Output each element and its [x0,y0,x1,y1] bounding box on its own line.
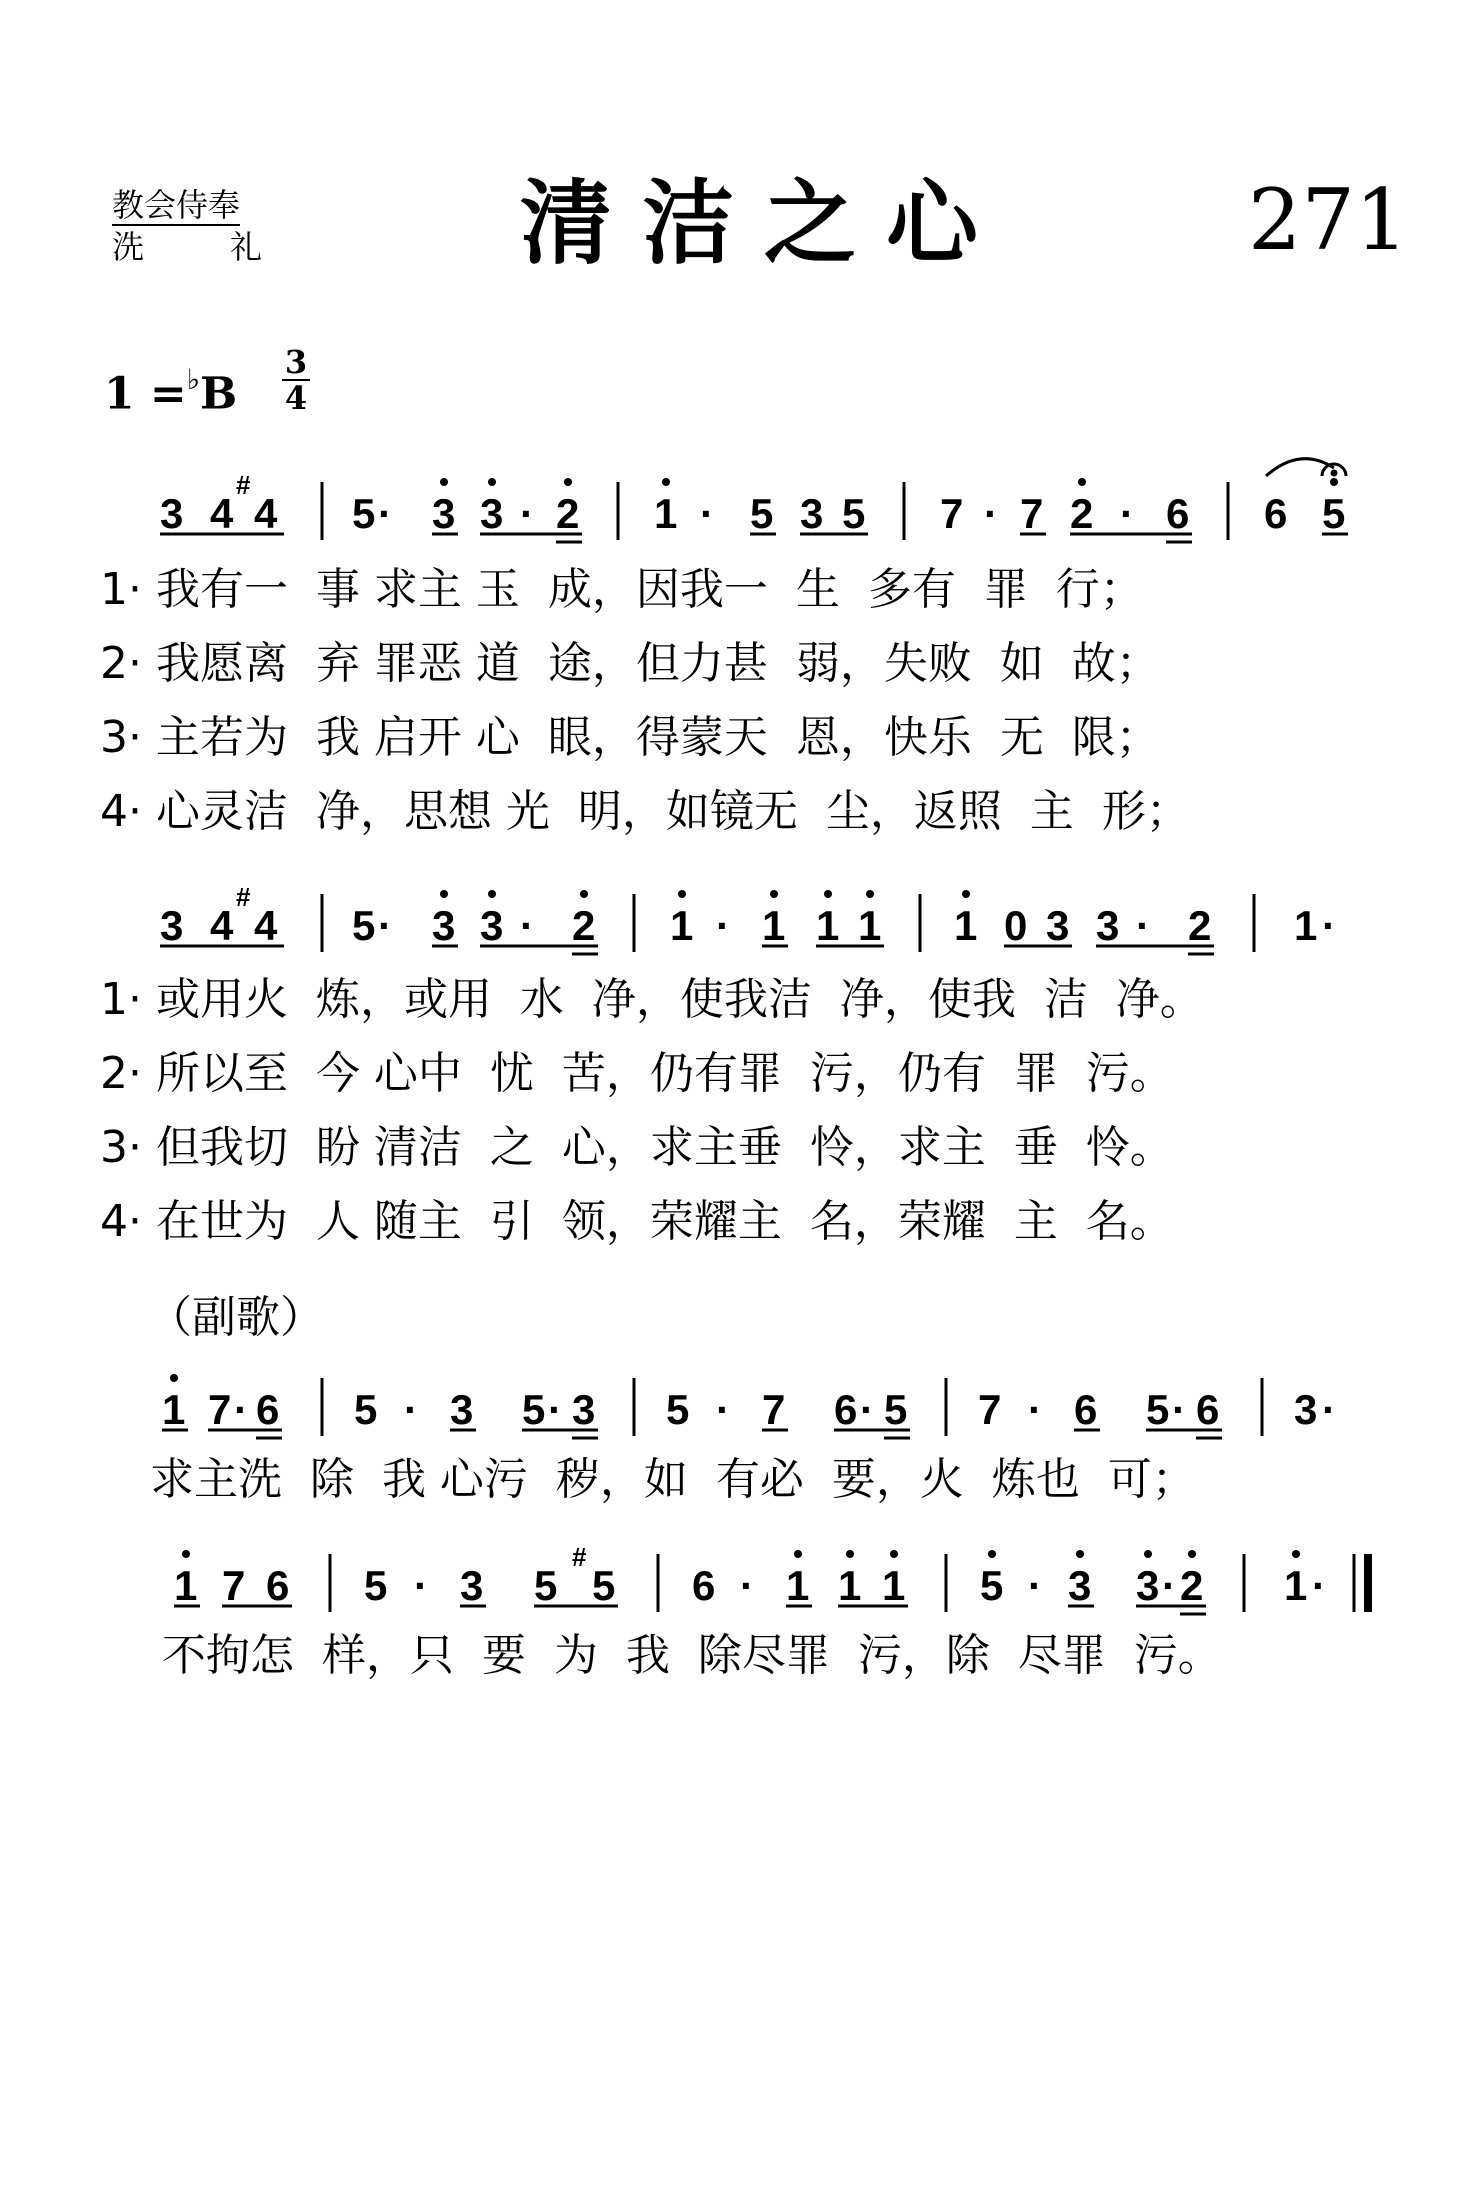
svg-text:6: 6 [834,1386,858,1433]
svg-text:·: · [860,1386,874,1433]
svg-text:·: · [1028,1562,1042,1609]
svg-text:·: · [1162,1562,1176,1609]
svg-text:6: 6 [256,1386,280,1433]
svg-text:1: 1 [654,490,678,537]
svg-text:1: 1 [954,902,978,949]
hymn-number: 271 [1248,171,1409,269]
chorus-lyric-line-1: 求主洗 除 我 心污 秽，如 有必 要，火 炼也 可； [150,1454,1196,1505]
svg-text:5: 5 [666,1386,690,1433]
chorus-lyric-line-2: 不拘怎 样，只 要 为 我 除尽罪 污，除 尽罪 污。 [162,1630,1222,1681]
svg-text:·: · [414,1562,428,1609]
svg-text:6: 6 [1074,1386,1098,1433]
svg-text:3: 3 [432,490,456,537]
notation-svg-chorus-1 [0,1364,1477,1444]
time-signature [284,345,308,415]
svg-text:5: 5 [884,1386,908,1433]
notation-chorus-1 [0,1364,1477,1444]
key-note: B [200,368,238,420]
svg-text:3: 3 [572,1386,596,1433]
svg-text:·: · [716,902,730,949]
svg-text:6: 6 [1264,490,1288,537]
notation-chorus-2 [0,1540,1477,1620]
svg-text:·: · [1120,490,1134,537]
svg-text:1: 1 [174,1562,198,1609]
svg-text:·: · [520,902,534,949]
svg-text:·: · [548,1386,562,1433]
svg-text:1: 1 [858,902,882,949]
svg-text:·: · [378,902,392,949]
subcategory-right: 礼 [229,228,262,266]
notation-line-2 [0,880,1477,960]
svg-text:2: 2 [1188,902,1212,949]
svg-text:1: 1 [1294,902,1318,949]
svg-text:#: # [236,470,251,500]
notation-line-1 [0,468,1477,548]
svg-text:4: 4 [254,902,278,949]
svg-text:·: · [984,490,998,537]
lyric-line: 3· 但我切 盼 清洁 之 心，求主垂 怜，求主 垂 怜。 [100,1122,1174,1173]
svg-text:7: 7 [978,1386,1002,1433]
time-numerator: 3 [284,343,308,381]
svg-text:5: 5 [1146,1386,1170,1433]
svg-text:1: 1 [1284,1562,1308,1609]
lyric-line: 2· 所以至 今 心中 忧 苦，仍有罪 污，仍有 罪 污。 [100,1048,1174,1099]
svg-text:5: 5 [750,490,774,537]
svg-text:3: 3 [480,902,504,949]
verse-block-1 [100,562,1190,840]
key-signature [104,354,237,425]
svg-text:·: · [740,1562,754,1609]
svg-text:1: 1 [762,902,786,949]
svg-text:5: 5 [534,1562,558,1609]
verse-block-2 [100,972,1204,1250]
svg-text:5: 5 [352,902,376,949]
svg-text:4: 4 [210,490,234,537]
svg-text:5: 5 [522,1386,546,1433]
svg-text:3: 3 [450,1386,474,1433]
svg-text:3: 3 [800,490,824,537]
lyric-line: 3· 主若为 我 启开 心 眼，得蒙天 恩，快乐 无 限； [100,712,1160,763]
svg-text:2: 2 [572,902,596,949]
svg-text:1: 1 [786,1562,810,1609]
svg-text:1: 1 [816,902,840,949]
svg-text:·: · [700,490,714,537]
category-label: 教会侍奉 [112,186,241,224]
svg-text:·: · [404,1386,418,1433]
svg-text:5: 5 [364,1562,388,1609]
svg-text:2: 2 [1070,490,1094,537]
svg-text:7: 7 [208,1386,232,1433]
svg-text:2: 2 [556,490,580,537]
svg-text:5: 5 [980,1562,1004,1609]
svg-text:#: # [572,1542,587,1572]
time-denominator: 4 [284,379,308,417]
lyric-line: 1· 我有一 事 求主 玉 成，因我一 生 多有 罪 行； [100,564,1144,615]
svg-text:1: 1 [882,1562,906,1609]
svg-text:·: · [234,1386,248,1433]
svg-text:3: 3 [1096,902,1120,949]
svg-text:3: 3 [1294,1386,1318,1433]
chorus-label: （副歌） [148,1292,324,1343]
notation-svg-2 [0,880,1477,960]
svg-text:3: 3 [460,1562,484,1609]
svg-text:3: 3 [160,902,184,949]
svg-text:5: 5 [1322,490,1346,537]
svg-text:7: 7 [1020,490,1044,537]
svg-text:·: · [520,490,534,537]
svg-text:5: 5 [354,1386,378,1433]
svg-text:7: 7 [222,1562,246,1609]
svg-text:5: 5 [352,490,376,537]
svg-text:3: 3 [160,490,184,537]
svg-text:3: 3 [1046,902,1070,949]
svg-text:3: 3 [432,902,456,949]
svg-text:·: · [1322,902,1336,949]
svg-text:#: # [236,882,251,912]
lyric-line: 4· 心灵洁 净，思想 光 明，如镜无 尘，返照 主 形； [100,786,1190,837]
svg-text:4: 4 [254,490,278,537]
svg-text:6: 6 [1166,490,1190,537]
svg-text:6: 6 [692,1562,716,1609]
svg-text:3: 3 [1136,1562,1160,1609]
svg-text:7: 7 [940,490,964,537]
svg-text:·: · [716,1386,730,1433]
svg-text:·: · [1312,1562,1326,1609]
svg-text:6: 6 [266,1562,290,1609]
svg-text:5: 5 [842,490,866,537]
svg-text:6: 6 [1196,1386,1220,1433]
lyric-line: 4· 在世为 人 随主 引 领，荣耀主 名，荣耀 主 名。 [100,1196,1174,1247]
svg-text:·: · [1172,1386,1186,1433]
svg-text:3: 3 [480,490,504,537]
svg-text:5: 5 [592,1562,616,1609]
svg-text:1: 1 [838,1562,862,1609]
svg-text:4: 4 [210,902,234,949]
svg-text:2: 2 [1180,1562,1204,1609]
svg-text:7: 7 [762,1386,786,1433]
subcategory-label [112,228,262,266]
lyric-line: 1· 或用火 炼，或用 水 净，使我洁 净，使我 洁 净。 [100,974,1204,1025]
svg-text:3: 3 [1068,1562,1092,1609]
svg-text:1: 1 [670,902,694,949]
notation-svg-1 [0,468,1477,548]
svg-text:·: · [378,490,392,537]
subcategory-left: 洗 [112,228,145,266]
flat-sign: ♭ [186,363,201,396]
svg-text:·: · [1136,902,1150,949]
notation-svg-chorus-2 [0,1540,1477,1620]
svg-text:·: · [1028,1386,1042,1433]
fermata-tie-icon [1260,446,1360,480]
svg-text:0: 0 [1004,902,1028,949]
svg-text:1: 1 [162,1386,186,1433]
key-prefix: 1 = [104,368,187,420]
hymn-title: 清洁之心 [520,169,1009,277]
svg-text:·: · [1322,1386,1336,1433]
lyric-line: 2· 我愿离 弃 罪恶 道 途，但力甚 弱，失败 如 故； [100,638,1160,689]
